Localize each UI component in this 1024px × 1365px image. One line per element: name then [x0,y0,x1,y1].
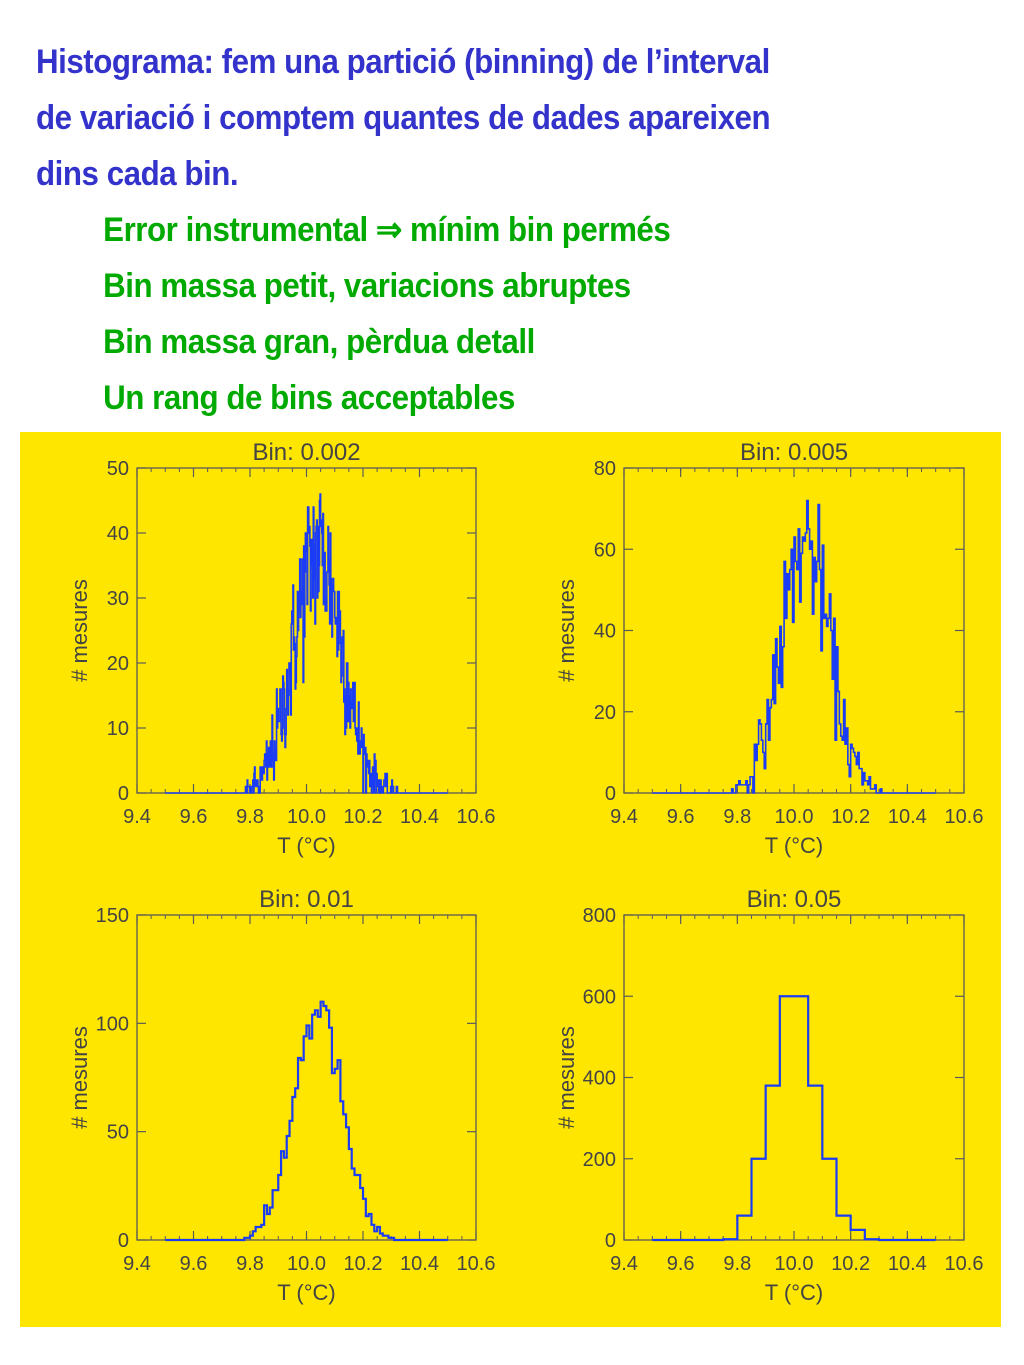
y-tick-label: 400 [582,1067,616,1090]
y-tick-label: 0 [604,1230,616,1252]
x-tick-label: 9.4 [610,1253,638,1275]
y-tick-label: 80 [593,458,616,480]
y-tick-label: 600 [582,986,616,1009]
x-axis-label: T (°C) [764,1280,824,1305]
histogram-panel [20,432,1001,1327]
x-tick-label: 10.4 [400,1253,439,1275]
y-tick-label: 40 [593,620,616,643]
heading-line-3: dins cada bin. [36,155,239,193]
x-tick-label: 10.6 [944,806,984,828]
bullet-bin-too-large: Bin massa gran, pèrdua detall [103,323,535,361]
y-tick-label: 0 [604,783,616,805]
x-axis-label: T (°C) [277,1280,336,1305]
chart-title: Bin: 0.005 [739,439,849,466]
y-tick-label: 0 [117,783,129,805]
y-axis-label: # mesures [554,579,579,682]
slide-heading [36,34,919,426]
y-tick-label: 20 [593,701,616,724]
x-tick-label: 10.0 [287,806,326,828]
y-tick-label: 50 [106,458,129,480]
chart-title: Bin: 0.002 [252,439,361,466]
y-tick-label: 50 [106,1121,129,1144]
x-tick-label: 9.6 [179,806,208,828]
x-tick-label: 10.0 [287,1253,326,1275]
y-tick-label: 60 [593,539,616,562]
x-tick-label: 10.0 [774,806,814,828]
x-tick-label: 10.4 [887,806,927,828]
bullet-acceptable-range: Un rang de bins acceptables [103,379,515,417]
heading-line-2: de variació i comptem quantes de dades apareixen [36,99,771,137]
x-tick-label: 10.6 [456,1253,496,1275]
histogram-figure [20,432,1001,1327]
x-tick-label: 9.6 [666,806,695,828]
x-tick-label: 9.8 [236,1253,264,1275]
x-tick-label: 9.4 [123,806,151,828]
x-tick-label: 10.2 [343,806,383,828]
x-tick-label: 10.6 [944,1253,984,1275]
x-axis-label: T (°C) [277,833,336,858]
bullet-bin-too-small: Bin massa petit, variacions abruptes [103,267,631,305]
x-tick-label: 9.8 [723,1253,752,1275]
x-tick-label: 9.8 [723,806,752,828]
x-tick-label: 10.4 [400,806,439,828]
y-tick-label: 800 [582,905,616,927]
x-tick-label: 9.4 [123,1253,151,1275]
x-tick-label: 10.4 [887,1253,927,1275]
y-tick-label: 20 [106,653,129,675]
x-tick-label: 9.8 [236,806,264,828]
x-tick-label: 10.2 [831,806,871,828]
y-tick-label: 150 [95,905,129,927]
y-axis-label: # mesures [67,579,92,682]
y-tick-label: 200 [582,1148,616,1171]
y-tick-label: 100 [95,1013,129,1036]
y-axis-label: # mesures [67,1026,92,1129]
chart-title: Bin: 0.05 [746,886,842,913]
x-axis-label: T (°C) [764,833,824,858]
y-tick-label: 30 [106,588,129,610]
heading-line-1: Histograma: fem una partició (binning) de l’interval [36,43,770,81]
y-tick-label: 0 [117,1230,129,1252]
y-tick-label: 10 [106,718,129,740]
y-tick-label: 40 [106,523,129,545]
bullet-instrumental-error: Error instrumental ⇒ mínim bin permés [103,211,671,249]
x-tick-label: 10.0 [774,1253,814,1275]
x-tick-label: 10.2 [831,1253,871,1275]
x-tick-label: 9.4 [610,806,638,828]
chart-title: Bin: 0.01 [259,886,354,913]
x-tick-label: 10.6 [456,806,496,828]
x-tick-label: 9.6 [666,1253,695,1275]
panel-background [20,432,1001,1327]
x-tick-label: 10.2 [343,1253,383,1275]
x-tick-label: 9.6 [179,1253,208,1275]
y-axis-label: # mesures [554,1026,579,1129]
